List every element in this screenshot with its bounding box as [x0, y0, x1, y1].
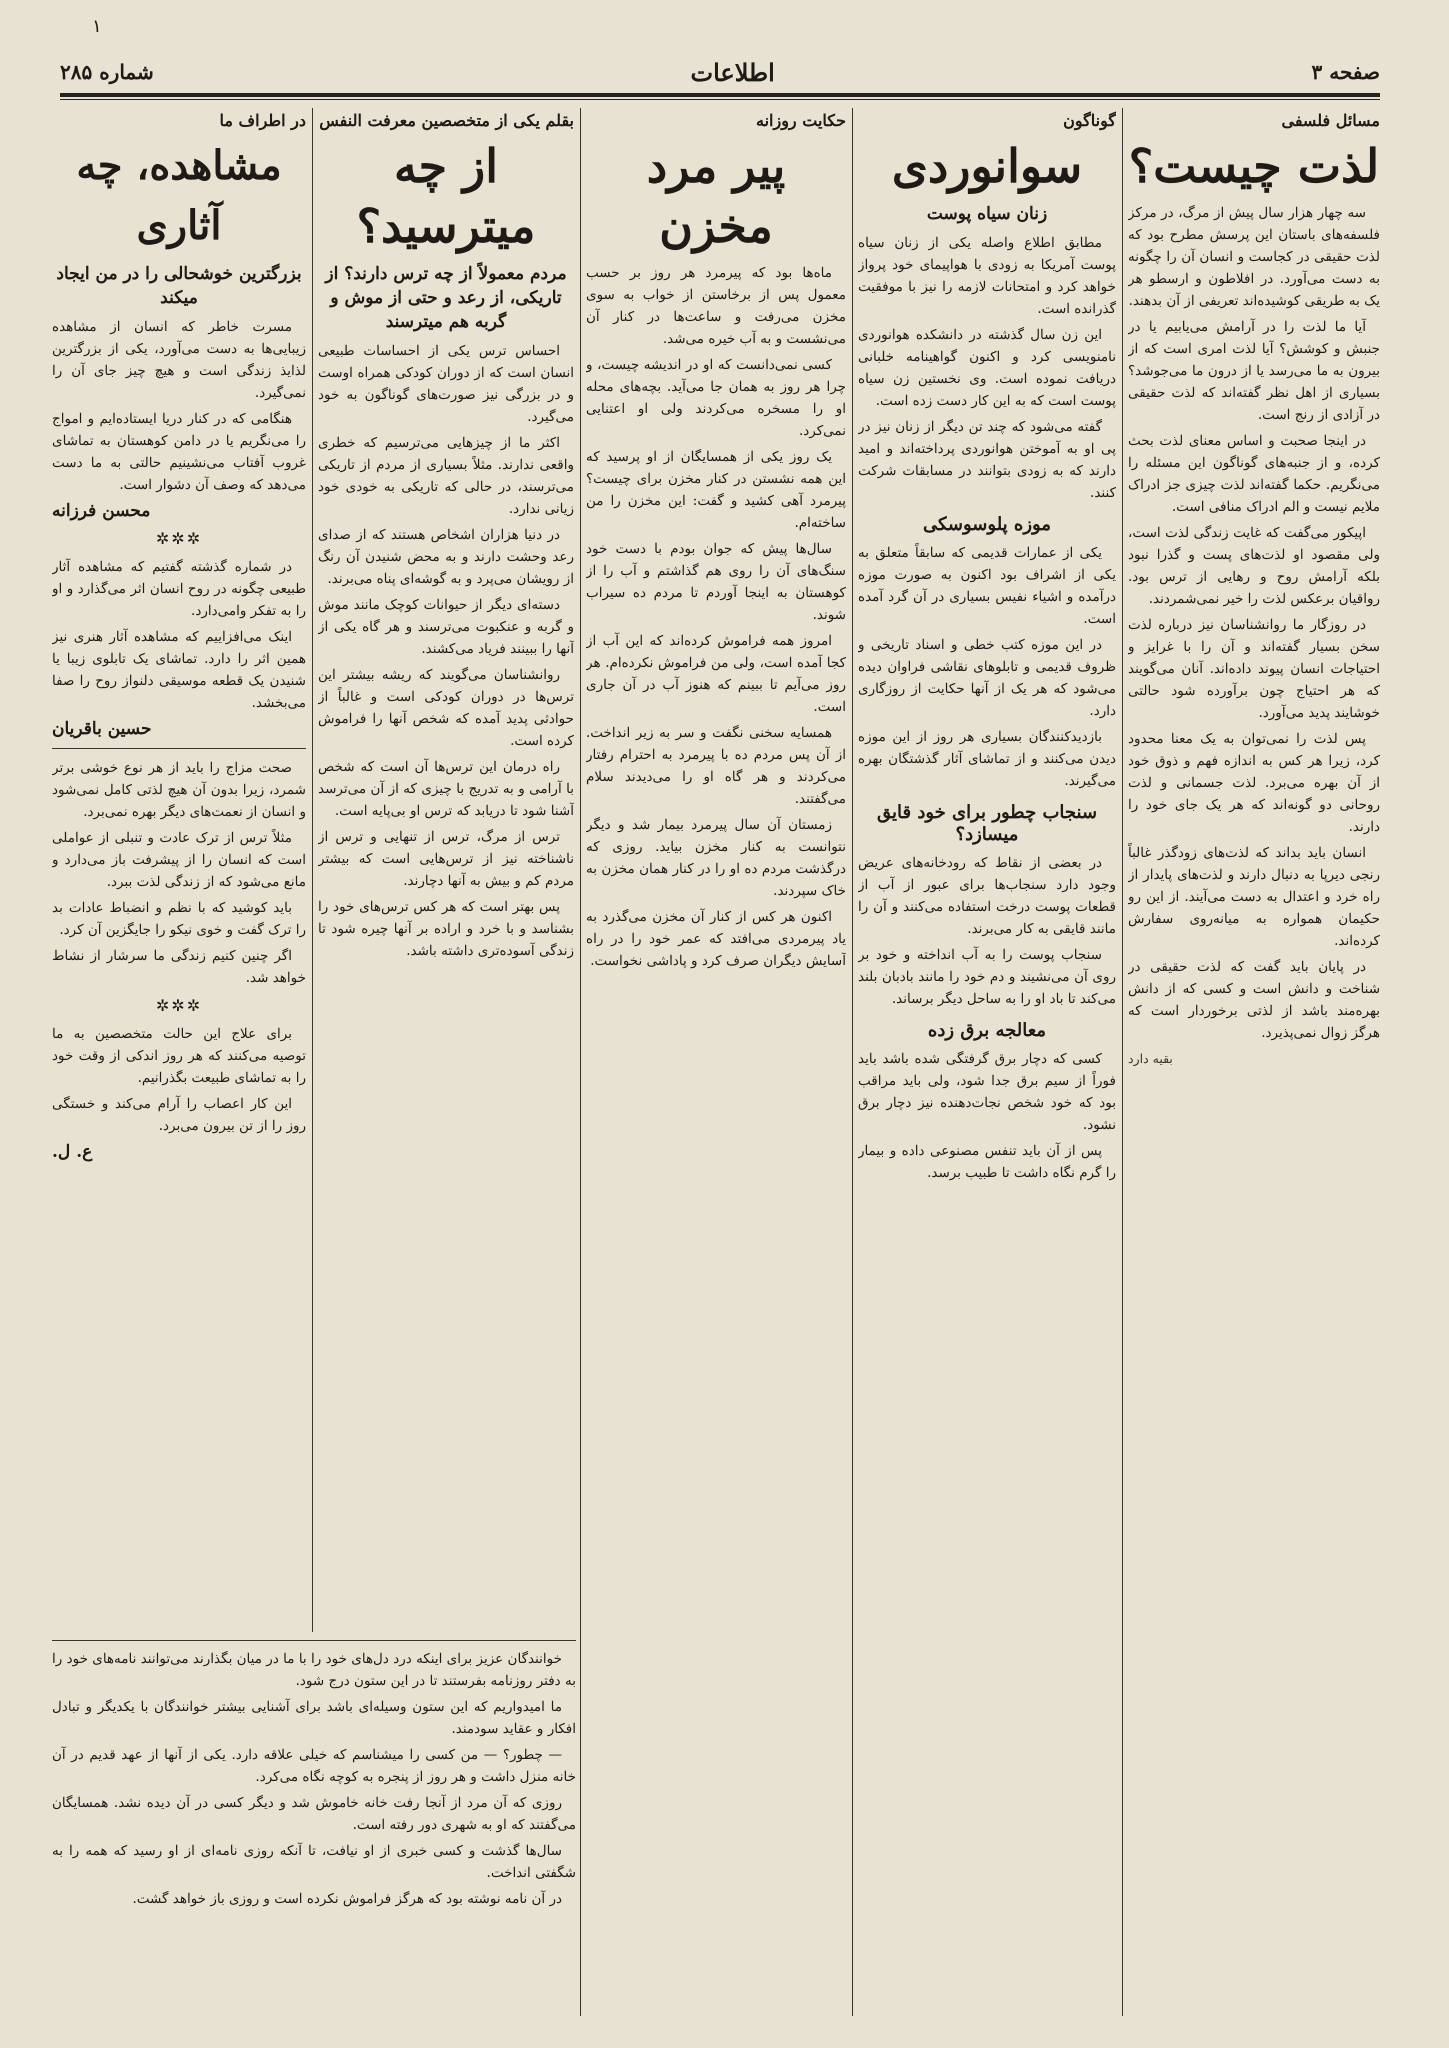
column-divider [312, 108, 313, 1632]
paragraph: در آن نامه نوشته بود که هرگز فراموش نکرده است و روزی باز خواهد گشت. [132, 1891, 562, 1907]
author-signature: حسین باقریان [52, 719, 152, 739]
column-kicker: در اطراف ما [219, 111, 306, 130]
column-kicker: گوناگون [1063, 111, 1116, 130]
paragraph: مسرت خاطر که انسان از مشاهده زیبایی‌ها به دست می‌آورد، یکی از بزرگترین لذایذ زندگی است و هیچ چیز جای آن را نمی‌گیرد. [52, 319, 306, 401]
column-story [586, 108, 846, 2016]
paragraph: مطابق اطلاع واصله یکی از زنان سیاه پوست آمریکا به زودی با هواپیمای خود پرواز خواهد کرد و امتحانات لازمه را نیز با موفقیت گذرانده است. [858, 235, 1116, 317]
paragraph: راه درمان این ترس‌ها آن است که شخص با آرامی و به تدریج با چیزی که از آن می‌ترسد آشنا شود تا دریابد که ترس او بی‌پایه است. [318, 759, 574, 819]
paragraph: احساس ترس یکی از احساسات طبیعی انسان است که از دوران کودکی همراه اوست و در بزرگی نیز صورت‌های گوناگون به خود می‌گیرد. [318, 343, 574, 425]
paragraph: آیا ما لذت را در آرامش می‌یابیم یا در جنبش و کوشش؟ آیا لذت امری است که از بیرون به ما می‌رسد یا از درون ما می‌جوشد؟ بسیاری از اهل نظر گفته‌اند که لذت حقیقی در آزادی از رنج است. [1128, 319, 1380, 423]
paragraph: روانشناسان می‌گویند که ریشه بیشتر این ترس‌ها در دوران کودکی است و غالباً از حوادثی پدید آمده که شخص آنها را فراموش کرده است. [318, 667, 574, 749]
rule [52, 748, 306, 749]
paragraph: ترس از مرگ، ترس از تنهایی و ترس از ناشناخته نیز از ترس‌هایی است که بیشتر مردم کم و بیش به آنها دچارند. [318, 829, 574, 889]
paragraph: خوانندگان عزیز برای اینکه درد دل‌های خود را با ما در میان بگذارند می‌توانند نامه‌های خود را به دفتر روزنامه بفرستند تا در این ستون درج شود. [52, 1651, 576, 1689]
paragraph: انسان باید بداند که لذت‌های زودگذر غالباً رنجی دیرپا به دنبال دارند و لذت‌های پایدار از راه خرد و اعتدال به دست می‌آیند. از این رو حکیمان همواره به میانه‌روی سفارش کرده‌اند. [1128, 845, 1380, 949]
subhead-aviation: زنان سیاه پوست [926, 204, 1048, 224]
paper-name: اطلاعات [690, 57, 775, 87]
column-misc [858, 108, 1116, 2016]
paragraph: ما امیدواریم که این ستون وسیله‌ای باشد برای آشنایی بیشتر خوانندگان با یکدیگر و تبادل افکار و عقاید سودمند. [52, 1699, 576, 1737]
paragraph: پس بهتر است که هر کس ترس‌های خود را بشناسد و با خرد و اراده بر آنها چیره شود تا زندگی آسوده‌تری داشته باشد. [318, 899, 574, 959]
column-divider [580, 108, 581, 2016]
paragraph: ماه‌ها بود که پیرمرد هر روز بر حسب معمول پس از برخاستن از خواب به سوی مخزن می‌رفت و ساعت‌ها در کنار آن می‌نشست و به آب خیره می‌شد. [586, 265, 846, 347]
author-signature: محسن فرزانه [52, 501, 151, 521]
paragraph: در دنیا هزاران اشخاص هستند که از صدای رعد وحشت دارند و به محض شنیدن آن رنگ از رویشان می‌پرد و به گوشه‌ای پناه می‌برند. [318, 527, 574, 587]
paragraph: در روزگار ما روانشناسان نیز درباره لذت سخن بسیار گفته‌اند و آن را با غرایز و احتیاجات انسان پیوند داده‌اند. آنان می‌گویند که هر احتیاج چون برآورده شود حالتی خوشایند پدید می‌آورد. [1128, 617, 1380, 721]
separator-stars: ✲✲✲ [155, 996, 203, 1015]
headline-aviation: سوانوردی [891, 139, 1083, 193]
column-divider [1122, 108, 1123, 2016]
paragraph: در پایان باید گفت که لذت حقیقی در شناخت و دانش است و کسی که از دانش بهره‌مند باشد از لذتی برخوردار است که هرگز زوال نمی‌پذیرد. [1128, 959, 1380, 1041]
paragraph: کسی نمی‌دانست که او در اندیشه چیست، و چرا هر روز به همان جا می‌آید. بچه‌های محله او را مسخره می‌کردند ولی او اعتنایی نمی‌کرد. [586, 357, 846, 439]
subhead-fear: مردم معمولاً از چه ترس دارند؟ از تاریکی، از رعد و حتی از موش و گربه هم میترسند [325, 264, 567, 332]
column-observation [52, 108, 306, 1632]
column-divider [852, 108, 853, 2016]
column-fear [318, 108, 574, 1632]
section-title-museum: موزه پلوسوسکی [922, 514, 1051, 535]
paragraph: همسایه سخنی نگفت و سر به زیر انداخت. از آن پس مردم ده با پیرمرد به احترام رفتار می‌کردند و هر گاه او را می‌دیدند سلام می‌گفتند. [586, 725, 846, 807]
paragraph: اپیکور می‌گفت که غایت زندگی لذت است، ولی مقصود او لذت‌های پست و گذرا نبود بلکه آرامش روح و رهایی از ترس بود. رواقیان برعکس لذت را خیر نمی‌شمردند. [1128, 525, 1380, 607]
paragraph: سه چهار هزار سال پیش از مرگ، در مرکز فلسفه‌های باستان این پرسش مطرح بود که لذت حقیقی در کجاست و انسان آن را چگونه به دست می‌آورد. در افلاطون و ارسطو هر یک به طریقی کوشیده‌اند تعریفی از آن بدهند. [1128, 205, 1380, 309]
paragraph: یکی از عمارات قدیمی که سابقاً متعلق به یکی از اشراف بود اکنون به صورت موزه درآمده و اشیاء نفیس بسیاری در آن گرد آمده است. [858, 545, 1116, 627]
paragraph: سال‌ها پیش که جوان بودم با دست خود سنگ‌های آن را روی هم گذاشتم و آب را از کوهستان به اینجا آوردم تا مردم ده سیراب شوند. [586, 541, 846, 623]
bottom-section-rule [52, 1640, 576, 1641]
paragraph: در بعضی از نقاط که رودخانه‌های عریض وجود دارد سنجاب‌ها برای عبور از آب از قطعات پوست درخت استفاده می‌کنند و آن را مانند قایقی به کار می‌برند. [858, 855, 1116, 937]
headline-observation: مشاهده، چه آثاری [76, 142, 282, 249]
page-label: صفحه ۳ [1311, 60, 1380, 84]
paragraph: — چطور؟ — من کسی را میشناسم که خیلی علاقه دارد. یکی از آنها از عهد قدیم در آن خانه منزل داشت و هر روز از پنجره به کوچه نگاه می‌کرد. [52, 1747, 576, 1785]
continued-note: بقیه دارد [1128, 1051, 1173, 1066]
paragraph: اگر چنین کنیم زندگی ما سرشار از نشاط خواهد شد. [52, 948, 306, 986]
paragraph: پس لذت را نمی‌توان به یک معنا محدود کرد، زیرا هر کس به اندازه فهم و ذوق خود از آن بهره می‌برد. لذت جسمانی و لذت روحانی دو گونه‌اند که هر یک جای خود را دارند. [1128, 731, 1380, 835]
masthead-rule-thin [60, 99, 1380, 100]
paragraph: در شماره گذشته گفتیم که مشاهده آثار طبیعی چگونه در روح انسان اثر می‌گذارد و او را به تفکر وامی‌دارد. [52, 559, 306, 619]
paragraph: دسته‌ای دیگر از حیوانات کوچک مانند موش و گربه و عنکبوت می‌ترسند و هر گاه یکی از آنها را ببینند فریاد می‌کشند. [318, 597, 574, 657]
paragraph: در اینجا صحبت و اساس معنای لذت بحث کرده، و از جنبه‌های گوناگون این مسئله را می‌نگریم. حکما گفته‌اند لذت چیزی جز ادراک ملایم نیست و الم ادراک منافی است. [1128, 433, 1380, 515]
masthead-rule [60, 93, 1380, 97]
column-pleasure [1128, 108, 1380, 2016]
paragraph: زمستان آن سال پیرمرد بیمار شد و دیگر نتوانست به کنار مخزن بیاید. روزی که درگذشت مردم ده او را در کنار همان مخزن به خاک سپردند. [586, 817, 846, 899]
paragraph: روزی که آن مرد از آنجا رفت خانه خاموش شد و دیگر کسی در آن دیده نشد. همسایگان می‌گفتند که او به شهری دور رفته است. [52, 1795, 576, 1833]
separator-stars: ✲✲✲ [155, 529, 203, 548]
issue-label: شماره ۲۸۵ [60, 60, 154, 84]
paragraph: باید کوشید که با نظم و انضباط عادات بد را ترک گفت و خوی نیکو را جایگزین آن کرد. [52, 900, 306, 938]
paragraph: امروز همه فراموش کرده‌اند که این آب از کجا آمده است، ولی من فراموش نکرده‌ام. هر روز می‌آیم تا ببینم که هنوز آب در آن جاری است. [586, 633, 846, 715]
headline-fear: از چه میترسید؟ [356, 139, 536, 253]
paragraph: پس از آن باید تنفس مصنوعی داده و بیمار را گرم نگاه داشت تا طبیب برسد. [858, 1143, 1116, 1181]
column-kicker: بقلم یکی از متخصصین معرفت النفس [319, 111, 574, 130]
paragraph: اینک می‌افزاییم که مشاهده آثار هنری نیز همین اثر را دارد. تماشای یک تابلوی زیبا یا شنیدن یک قطعه موسیقی دلنواز روح را صفا می‌بخشد. [52, 629, 306, 711]
paragraph: این کار اعصاب را آرام می‌کند و خستگی روز را از تن بیرون می‌برد. [52, 1096, 306, 1134]
headline-old-man: پیر مرد مخزن [646, 139, 786, 253]
masthead [60, 52, 1380, 92]
paragraph: گفته می‌شود که چند تن دیگر از زنان نیز در پی او به آموختن هوانوردی پرداخته‌اند و امید دارند که به زودی بتوانند در مسابقات شرکت کنند. [858, 419, 1116, 501]
paragraph: صحت مزاج را باید از هر نوع خوشی برتر شمرد، زیرا بدون آن هیچ لذتی کامل نمی‌شود و انسان از نعمت‌های دیگر بهره نمی‌برد. [52, 760, 306, 820]
section-title-squirrel: سنجاب چطور برای خود قایق میسازد؟ [876, 802, 1098, 845]
page-mark: ١ [92, 16, 102, 37]
paragraph: برای علاج این حالت متخصصین به ما توصیه می‌کنند که هر روز اندکی از وقت خود را به تماشای طبیعت بگذرانیم. [52, 1026, 306, 1086]
column-kicker: مسائل فلسفی [1281, 111, 1380, 130]
section-title-electric: معالجه برق زده [927, 1020, 1047, 1041]
bottom-section [52, 1648, 576, 2018]
column-kicker: حکایت روزانه [756, 111, 846, 130]
paragraph: سال‌ها گذشت و کسی خبری از او نیافت، تا آنکه روزی نامه‌ای از او رسید که همه را به شگفتی انداخت. [52, 1843, 576, 1881]
paragraph: یک روز یکی از همسایگان از او پرسید که این همه نشستن در کنار مخزن برای چیست؟ پیرمرد آهی کشید و گفت: این مخزن را من ساخته‌ام. [586, 449, 846, 531]
subhead-observation: بزرگترین خوشحالی را در من ایجاد میکند [56, 264, 302, 308]
paragraph: در این موزه کتب خطی و اسناد تاریخی و ظروف قدیمی و تابلوهای نقاشی فراوان دیده می‌شود که هر یک از آنها حکایت از روزگاری دارد. [858, 637, 1116, 719]
paragraph: اکثر ما از چیزهایی می‌ترسیم که خطری واقعی ندارند. مثلاً بسیاری از مردم از تاریکی می‌ترسند، در حالی که تاریکی به خودی خود زیانی ندارد. [318, 435, 574, 517]
paragraph: کسی که دچار برق گرفتگی شده باشد باید فوراً از سیم برق جدا شود، ولی باید مراقب بود که خود شخص نجات‌دهنده نیز دچار برق نشود. [858, 1051, 1116, 1133]
author-signature: ع. ل. [52, 1142, 93, 1162]
paragraph: اکنون هر کس از کنار آن مخزن می‌گذرد به یاد پیرمردی می‌افتد که عمر خود را در راه آسایش دیگران صرف کرد و پاداشی نخواست. [586, 909, 846, 969]
headline-pleasure: لذت چیست؟ [1128, 139, 1380, 193]
paragraph: مثلاً ترس از ترک عادت و تنبلی از عواملی است که انسان را از پیشرفت باز می‌دارد و مانع می‌شود که از زندگی لذت ببرد. [52, 830, 306, 890]
paragraph: سنجاب پوست را به آب انداخته و خود بر روی آن می‌نشیند و دم خود را مانند بادبان بلند می‌کند تا باد او را به ساحل دیگر برساند. [858, 947, 1116, 1007]
paragraph: این زن سال گذشته در دانشکده هوانوردی نامنویسی کرد و اکنون گواهینامه خلبانی دریافت نموده است. وی نخستین زن سیاه پوست است که به این کار دست زده است. [858, 327, 1116, 409]
paragraph: هنگامی که در کنار دریا ایستاده‌ایم و امواج را می‌نگریم یا در دامن کوهستان به تماشای غروب آفتاب می‌نشینیم حالتی به ما دست می‌دهد که وصف آن دشوار است. [52, 411, 306, 493]
paragraph: بازدیدکنندگان بسیاری هر روز از این موزه دیدن می‌کنند و از تماشای آثار گذشتگان بهره می‌گیرند. [858, 729, 1116, 789]
